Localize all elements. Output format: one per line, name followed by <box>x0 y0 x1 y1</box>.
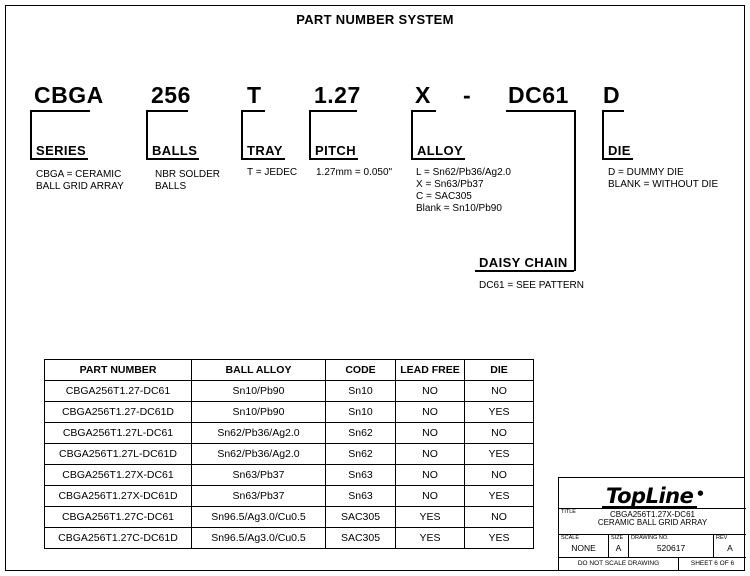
title-block <box>558 477 745 571</box>
label-die: DIE <box>602 143 633 160</box>
code-dash: - <box>463 82 472 108</box>
cell-code: Sn63 <box>326 465 396 486</box>
table-header-row <box>45 360 534 381</box>
leader-daisy-top <box>506 110 576 112</box>
title-label: TITLE <box>561 509 576 515</box>
desc-balls <box>155 169 220 193</box>
col-header-lead-free: LEAD FREE <box>396 360 465 381</box>
cell-lead-free: NO <box>396 486 465 507</box>
cell-ball-alloy: Sn10/Pb90 <box>192 381 326 402</box>
leader-daisy-chain <box>574 110 576 271</box>
cell-lead-free: NO <box>396 423 465 444</box>
scale-note: DO NOT SCALE DRAWING <box>577 560 660 567</box>
desc-series <box>36 169 124 193</box>
cell-lead-free: NO <box>396 444 465 465</box>
title-cell <box>559 508 746 535</box>
cell-part-number: CBGA256T1.27L-DC61D <box>45 444 192 465</box>
page-title: PART NUMBER SYSTEM <box>296 12 454 27</box>
drawing-number-value: 520617 <box>656 543 686 553</box>
drawing-number-cell <box>629 534 714 557</box>
size-cell <box>609 534 629 557</box>
leader-pitch-top <box>309 110 357 112</box>
col-header-ball-alloy: BALL ALLOY <box>192 360 326 381</box>
topline-logo: TopLine ● <box>559 478 746 508</box>
leader-tray-top <box>241 110 265 112</box>
cell-part-number: CBGA256T1.27X-DC61D <box>45 486 192 507</box>
desc-line: BLANK = WITHOUT DIE <box>608 179 719 190</box>
cell-ball-alloy: Sn62/Pb36/Ag2.0 <box>192 423 326 444</box>
cell-die: NO <box>465 423 534 444</box>
cell-die: NO <box>465 507 534 528</box>
cell-part-number: CBGA256T1.27C-DC61 <box>45 507 192 528</box>
drawing-number-label: DRAWING NO. <box>631 535 669 541</box>
table-row <box>45 402 534 423</box>
table-row <box>45 528 534 549</box>
desc-line: BALLS <box>155 181 187 192</box>
label-tray: TRAY <box>241 143 285 160</box>
cell-die: YES <box>465 528 534 549</box>
cell-code: Sn62 <box>326 423 396 444</box>
desc-pitch <box>316 167 392 179</box>
cell-lead-free: NO <box>396 381 465 402</box>
cell-part-number: CBGA256T1.27C-DC61D <box>45 528 192 549</box>
leader-alloy-top <box>411 110 436 112</box>
col-header-code: CODE <box>326 360 396 381</box>
code-tray: T <box>247 82 262 108</box>
desc-line: T = JEDEC <box>247 167 298 178</box>
cell-ball-alloy: Sn96.5/Ag3.0/Cu0.5 <box>192 507 326 528</box>
sheet-cell <box>679 557 746 571</box>
code-alloy: X <box>415 82 431 108</box>
cell-die: YES <box>465 444 534 465</box>
cell-ball-alloy: Sn62/Pb36/Ag2.0 <box>192 444 326 465</box>
size-value: A <box>615 543 622 553</box>
code-series: CBGA <box>34 82 104 108</box>
scale-value: NONE <box>571 543 596 553</box>
cell-ball-alloy: Sn63/Pb37 <box>192 465 326 486</box>
code-die: D <box>603 82 621 108</box>
revision-value: A <box>727 543 733 553</box>
cell-ball-alloy: Sn96.5/Ag3.0/Cu0.5 <box>192 528 326 549</box>
cell-lead-free: NO <box>396 402 465 423</box>
leader-balls-top <box>146 110 188 112</box>
cell-ball-alloy: Sn10/Pb90 <box>192 402 326 423</box>
desc-alloy <box>416 167 511 215</box>
label-pitch: PITCH <box>309 143 358 160</box>
label-balls: BALLS <box>146 143 199 160</box>
part-number-table <box>44 359 534 549</box>
cell-code: SAC305 <box>326 528 396 549</box>
cell-lead-free: YES <box>396 528 465 549</box>
scale-cell <box>559 534 609 557</box>
label-series: SERIES <box>30 143 88 160</box>
leader-die-top <box>602 110 624 112</box>
cell-code: Sn10 <box>326 402 396 423</box>
size-label: SIZE <box>611 535 624 541</box>
desc-line: DC61 = SEE PATTERN <box>479 280 584 291</box>
scale-label: SCALE <box>561 535 580 541</box>
leader-series-top <box>30 110 90 112</box>
table-row <box>45 486 534 507</box>
table-row <box>45 381 534 402</box>
code-daisy-chain: DC61 <box>508 82 569 108</box>
scale-note-cell <box>559 557 679 571</box>
table-row <box>45 465 534 486</box>
desc-line: L = Sn62/Pb36/Ag2.0 <box>416 167 511 178</box>
col-header-die: DIE <box>465 360 534 381</box>
table-body <box>45 381 534 549</box>
label-daisy-chain: DAISY CHAIN <box>475 255 574 272</box>
table-row <box>45 444 534 465</box>
desc-line: NBR SOLDER <box>155 169 221 180</box>
table-row <box>45 507 534 528</box>
cell-die: NO <box>465 465 534 486</box>
desc-line: 1.27mm = 0.050" <box>316 167 393 178</box>
table-row <box>45 423 534 444</box>
cell-lead-free: NO <box>396 465 465 486</box>
col-header-part-number: PART NUMBER <box>45 360 192 381</box>
code-pitch: 1.27 <box>314 82 361 108</box>
desc-line: BALL GRID ARRAY <box>36 181 124 192</box>
cell-code: SAC305 <box>326 507 396 528</box>
desc-line: D = DUMMY DIE <box>608 167 684 178</box>
cell-die: YES <box>465 486 534 507</box>
code-balls: 256 <box>151 82 191 108</box>
cell-die: YES <box>465 402 534 423</box>
desc-tray <box>247 167 297 179</box>
cell-part-number: CBGA256T1.27-DC61D <box>45 402 192 423</box>
label-alloy: ALLOY <box>411 143 465 160</box>
desc-line: C = SAC305 <box>416 191 472 202</box>
cell-part-number: CBGA256T1.27X-DC61 <box>45 465 192 486</box>
desc-die <box>608 167 718 191</box>
desc-line: X = Sn63/Pb37 <box>416 179 484 190</box>
cell-lead-free: YES <box>396 507 465 528</box>
cell-code: Sn10 <box>326 381 396 402</box>
revision-cell <box>714 534 746 557</box>
cell-die: NO <box>465 381 534 402</box>
title-line-1: CBGA256T1.27X-DC61 <box>610 510 695 519</box>
desc-line: Blank = Sn10/Pb90 <box>416 203 502 214</box>
cell-part-number: CBGA256T1.27-DC61 <box>45 381 192 402</box>
cell-code: Sn62 <box>326 444 396 465</box>
logo-text: TopLine <box>602 486 697 509</box>
cell-part-number: CBGA256T1.27L-DC61 <box>45 423 192 444</box>
desc-daisy-chain <box>479 280 584 292</box>
sheet-number: SHEET 6 OF 6 <box>690 560 735 567</box>
cell-ball-alloy: Sn63/Pb37 <box>192 486 326 507</box>
title-line-2: CERAMIC BALL GRID ARRAY <box>597 518 708 527</box>
desc-line: CBGA = CERAMIC <box>36 169 122 180</box>
cell-code: Sn63 <box>326 486 396 507</box>
revision-label: REV <box>716 535 728 541</box>
